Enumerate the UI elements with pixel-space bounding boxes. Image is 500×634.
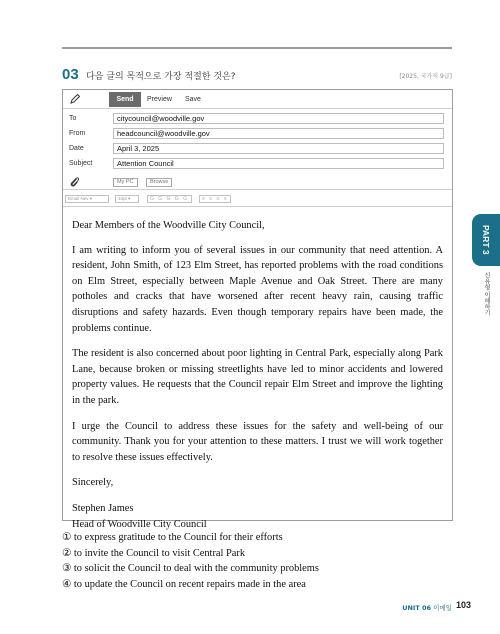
footer-unit-title: 이메일: [433, 604, 452, 612]
save-button[interactable]: Save: [185, 96, 201, 103]
browse-button[interactable]: Browse: [146, 178, 172, 187]
email-paragraph-3: I urge the Council to address these issues for the safety and well-being of our community. Thank you for your attention to these matters. I trust we will work together to resolve these issues effectively.: [72, 420, 443, 463]
font-select-value: Email Nev: [68, 196, 89, 201]
format-toolbar: [63, 190, 452, 207]
attachment-row: [63, 174, 452, 190]
preview-button[interactable]: Preview: [147, 96, 172, 103]
date-label: Date: [69, 145, 84, 152]
email-greeting: Dear Members of the Woodville City Council,: [72, 220, 265, 231]
question-header: [62, 66, 452, 84]
my-pc-button[interactable]: My PC: [113, 178, 138, 187]
font-select[interactable]: Email Nev ▾: [65, 195, 109, 203]
question-prompt: 다음 글의 목적으로 가장 적절한 것은?: [86, 72, 236, 82]
to-label: To: [69, 115, 77, 122]
footer-unit: [402, 603, 452, 612]
option-1[interactable]: ① to express gratitude to the Council for their efforts: [62, 532, 283, 543]
sender-title: Head of Woodville City Council: [72, 518, 207, 530]
email-paragraph-2: The resident is also concerned about poor lighting in Central Park, especially along Park Lane, because broken or missing streetlights have led to minor accidents and lowered property values. He requests that the Council repair Elm Street and improve the lighting in the park.: [72, 348, 443, 406]
part-tab: [472, 214, 500, 266]
footer-unit-number: UNIT 06: [402, 604, 432, 612]
email-closing: Sincerely,: [72, 477, 114, 489]
date-field[interactable]: April 3, 2025: [113, 143, 444, 154]
from-label: From: [69, 130, 86, 137]
paperclip-icon[interactable]: [69, 176, 80, 188]
email-paragraph-1: I am writing to inform you of several issues in our community that need attention. A resident, John Smith, of 123 Elm Street, has reported problems with the road conditions on Elm Street, especially between Maple Avenue and Oak Street. There are many potholes and cracks that have worsened after recent heavy rain, causing traffic disruptions and safety hazards. Even though temporary repairs have been made, the problems continue.: [72, 244, 443, 334]
part-subtitle: 신유형 이해하기: [483, 272, 490, 316]
question-number: 03: [62, 66, 79, 83]
send-button[interactable]: Send: [109, 92, 141, 107]
option-3[interactable]: ③ to solicit the Council to deal with the community problems: [62, 563, 319, 575]
subject-label: Subject: [69, 160, 93, 167]
answer-options: [62, 530, 452, 592]
email-toolbar: [63, 90, 452, 109]
sender-name: Stephen James: [72, 502, 134, 514]
option-2[interactable]: ② to invite the Council to visit Central Park: [62, 547, 246, 559]
text-style-buttons[interactable]: G G G G G: [147, 195, 192, 203]
size-select-value: 10pt: [118, 196, 127, 201]
part-label: PART 3: [481, 225, 491, 255]
email-window: [62, 89, 453, 530]
from-field[interactable]: headcouncil@woodville.gov: [113, 128, 444, 139]
pencil-icon[interactable]: [69, 93, 81, 105]
to-field[interactable]: citycouncil@woodville.gov: [113, 113, 444, 124]
page-number: 103: [456, 600, 472, 610]
align-buttons[interactable]: ≡ ≡ ≡ ≡: [199, 195, 231, 203]
size-select[interactable]: 10pt ▾: [115, 195, 139, 203]
question-source: [2025, 국가직 9급]: [399, 73, 452, 80]
email-body[interactable]: [72, 218, 443, 532]
option-4[interactable]: ④ to update the Council on recent repairs made in the area: [62, 578, 306, 590]
top-rule: [62, 47, 452, 49]
subject-field[interactable]: Attention Council: [113, 158, 444, 169]
